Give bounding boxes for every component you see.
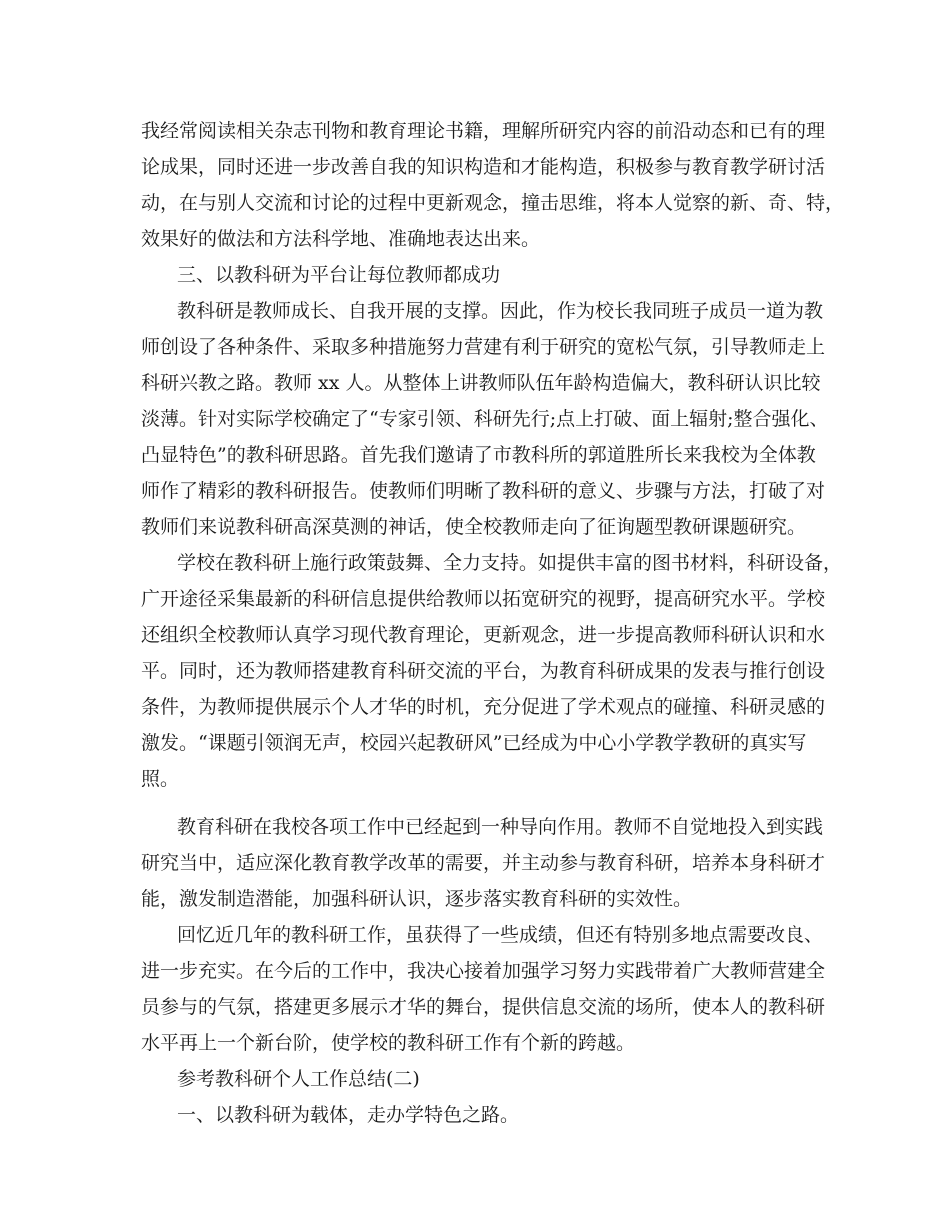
text-line: 教科研是教师成长、自我开展的支撑。因此，作为校长我同班子成员一道为教 bbox=[177, 300, 824, 322]
text-line: 论成果，同时还进一步改善自我的知识构造和才能构造，积极参与教育教学研讨活 bbox=[141, 156, 826, 178]
text-line: 科研兴教之路。教师 xx 人。从整体上讲教师队伍年龄构造偏大，教科研认识比较 bbox=[141, 372, 821, 394]
text-line: 动，在与别人交流和讨论的过程中更新观念，撞击思维，将本人觉察的新、奇、特， bbox=[141, 192, 845, 214]
text-line: 师作了精彩的教科研报告。使教师们明晰了教科研的意义、步骤与方法，打破了对 bbox=[141, 480, 826, 502]
text-line: 水平再上一个新台阶，使学校的教科研工作有个新的跨越。 bbox=[141, 1032, 636, 1054]
text-line: 教育科研在我校各项工作中已经起到一种导向作用。教师不自觉地投入到实践 bbox=[177, 816, 824, 838]
text-line: 回忆近几年的教科研工作，虽获得了一些成绩，但还有特别多地点需要改良、 bbox=[177, 924, 824, 946]
text-line: 我经常阅读相关杂志刊物和教育理论书籍，理解所研究内容的前沿动态和已有的理 bbox=[141, 120, 826, 142]
text-line: 激发。“课题引领润无声，校园兴起教研风”已经成为中心小学教学教研的真实写 bbox=[141, 732, 807, 754]
text-line: 研究当中，适应深化教育教学改革的需要，并主动参与教育科研，培养本身科研才 bbox=[141, 852, 826, 874]
text-line: 淡薄。针对实际学校确定了“专家引领、科研先行;点上打破、面上辐射;整合强化、 bbox=[141, 408, 829, 430]
text-line: 凸显特色”的教科研思路。首先我们邀请了市教科所的郭道胜所长来我校为全体教 bbox=[141, 444, 816, 466]
text-line: 员参与的气氛，搭建更多展示才华的舞台，提供信息交流的场所，使本人的教科研 bbox=[141, 996, 826, 1018]
text-line: 照。 bbox=[141, 768, 180, 790]
text-line: 师创设了各种条件、采取多种措施努力营建有利于研究的宽松气氛，引导教师走上 bbox=[141, 336, 826, 358]
text-line: 广开途径采集最新的科研信息提供给教师以拓宽研究的视野，提高研究水平。学校 bbox=[141, 588, 826, 610]
section-heading: 参考教科研个人工作总结(二) bbox=[177, 1068, 420, 1090]
text-line: 学校在教科研上施行政策鼓舞、全力支持。如提供丰富的图书材料，科研设备， bbox=[177, 552, 843, 574]
text-line: 还组织全校教师认真学习现代教育理论，更新观念，进一步提高教师科研认识和水 bbox=[141, 624, 826, 646]
section-heading: 一、以教科研为载体，走办学特色之路。 bbox=[177, 1104, 520, 1126]
text-line: 进一步充实。在今后的工作中，我决心接着加强学习努力实践带着广大教师营建全 bbox=[141, 960, 826, 982]
text-line: 能，激发制造潜能，加强科研认识，逐步落实教育科研的实效性。 bbox=[141, 888, 693, 910]
text-line: 平。同时，还为教师搭建教育科研交流的平台，为教育科研成果的发表与推行创设 bbox=[141, 660, 826, 682]
text-line: 教师们来说教科研高深莫测的神话，使全校教师走向了征询题型教研课题研究。 bbox=[141, 516, 807, 538]
section-heading: 三、以教科研为平台让每位教师都成功 bbox=[177, 264, 501, 286]
text-line: 效果好的做法和方法科学地、准确地表达出来。 bbox=[141, 228, 541, 250]
text-line: 条件，为教师提供展示个人才华的时机，充分促进了学术观点的碰撞、科研灵感的 bbox=[141, 696, 826, 718]
